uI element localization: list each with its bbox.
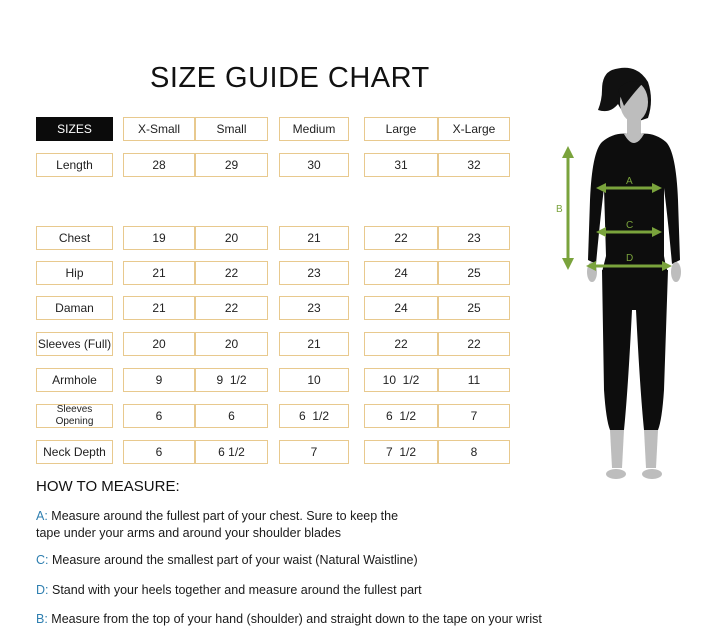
table-cell: 22 bbox=[364, 332, 438, 356]
table-cell: 29 bbox=[195, 153, 268, 177]
instruction-item bbox=[36, 611, 542, 628]
header-size: X-Small bbox=[123, 117, 195, 141]
table-cell: 21 bbox=[123, 261, 195, 285]
table-cell: 28 bbox=[123, 153, 195, 177]
table-cell: 20 bbox=[123, 332, 195, 356]
top bbox=[588, 134, 680, 272]
table-cell: 30 bbox=[279, 153, 349, 177]
table-cell: 21 bbox=[279, 226, 349, 250]
table-cell: 21 bbox=[123, 296, 195, 320]
table-cell: 32 bbox=[438, 153, 510, 177]
row-label: Sleeves Opening bbox=[36, 404, 113, 428]
row-label: Hip bbox=[36, 261, 113, 285]
table-cell: 6 1/2 bbox=[279, 404, 349, 428]
instruction-item bbox=[36, 552, 418, 569]
table-cell: 7 bbox=[279, 440, 349, 464]
table-cell: 7 bbox=[438, 404, 510, 428]
table-cell: 11 bbox=[438, 368, 510, 392]
row-label: Sleeves (Full) bbox=[36, 332, 113, 356]
row-label: Length bbox=[36, 153, 113, 177]
table-cell: 6 1/2 bbox=[195, 440, 268, 464]
row-label: Chest bbox=[36, 226, 113, 250]
table-cell: 24 bbox=[364, 261, 438, 285]
table-cell: 22 bbox=[195, 296, 268, 320]
table-cell: 23 bbox=[279, 296, 349, 320]
table-cell: 19 bbox=[123, 226, 195, 250]
table-cell: 25 bbox=[438, 261, 510, 285]
table-cell: 22 bbox=[195, 261, 268, 285]
header-sizes-label: SIZES bbox=[36, 117, 113, 141]
row-label: Daman bbox=[36, 296, 113, 320]
body-figure bbox=[540, 60, 700, 490]
header-size: X-Large bbox=[438, 117, 510, 141]
instruction-label: A: bbox=[36, 509, 48, 523]
table-cell: 25 bbox=[438, 296, 510, 320]
table-cell: 31 bbox=[364, 153, 438, 177]
instruction-label: D: bbox=[36, 583, 49, 597]
instruction-text: tape under your arms and around your shoulder blades bbox=[36, 526, 342, 540]
marker-c: C bbox=[626, 220, 634, 231]
instruction-label: C: bbox=[36, 553, 49, 567]
table-cell: 20 bbox=[195, 332, 268, 356]
pants bbox=[602, 270, 668, 430]
table-cell: 10 1/2 bbox=[364, 368, 438, 392]
table-cell: 22 bbox=[364, 226, 438, 250]
header-size: Small bbox=[195, 117, 268, 141]
table-cell: 20 bbox=[195, 226, 268, 250]
instruction-text: Measure around the fullest part of your chest. Sure to keep the bbox=[51, 509, 399, 523]
instruction-item bbox=[36, 582, 422, 599]
page-title: SIZE GUIDE CHART bbox=[150, 62, 430, 94]
neck bbox=[627, 118, 641, 134]
table-cell: 9 1/2 bbox=[195, 368, 268, 392]
instruction-text: Measure around the smallest part of your waist (Natural Waistline) bbox=[51, 553, 418, 567]
marker-d: D bbox=[626, 253, 634, 264]
instruction-label: B: bbox=[36, 612, 48, 626]
table-cell: 10 bbox=[279, 368, 349, 392]
table-cell: 23 bbox=[438, 226, 510, 250]
table-cell: 6 1/2 bbox=[364, 404, 438, 428]
instruction-item bbox=[36, 508, 398, 542]
instruction-text: Stand with your heels together and measure around the fullest part bbox=[51, 583, 422, 597]
table-cell: 8 bbox=[438, 440, 510, 464]
table-cell: 6 bbox=[195, 404, 268, 428]
table-cell: 6 bbox=[123, 404, 195, 428]
table-cell: 23 bbox=[279, 261, 349, 285]
table-cell: 21 bbox=[279, 332, 349, 356]
table-cell: 24 bbox=[364, 296, 438, 320]
instruction-text: Measure from the top of your hand (shoulder) and straight down to the tape on your wrist bbox=[51, 612, 542, 626]
header-size: Large bbox=[364, 117, 438, 141]
row-label: Neck Depth bbox=[36, 440, 113, 464]
table-cell: 22 bbox=[438, 332, 510, 356]
header-size: Medium bbox=[279, 117, 349, 141]
table-cell: 7 1/2 bbox=[364, 440, 438, 464]
table-cell: 6 bbox=[123, 440, 195, 464]
table-cell: 9 bbox=[123, 368, 195, 392]
marker-a: A bbox=[626, 176, 633, 187]
row-label: Armhole bbox=[36, 368, 113, 392]
marker-b: B bbox=[556, 204, 563, 215]
how-to-heading: HOW TO MEASURE: bbox=[36, 478, 180, 495]
